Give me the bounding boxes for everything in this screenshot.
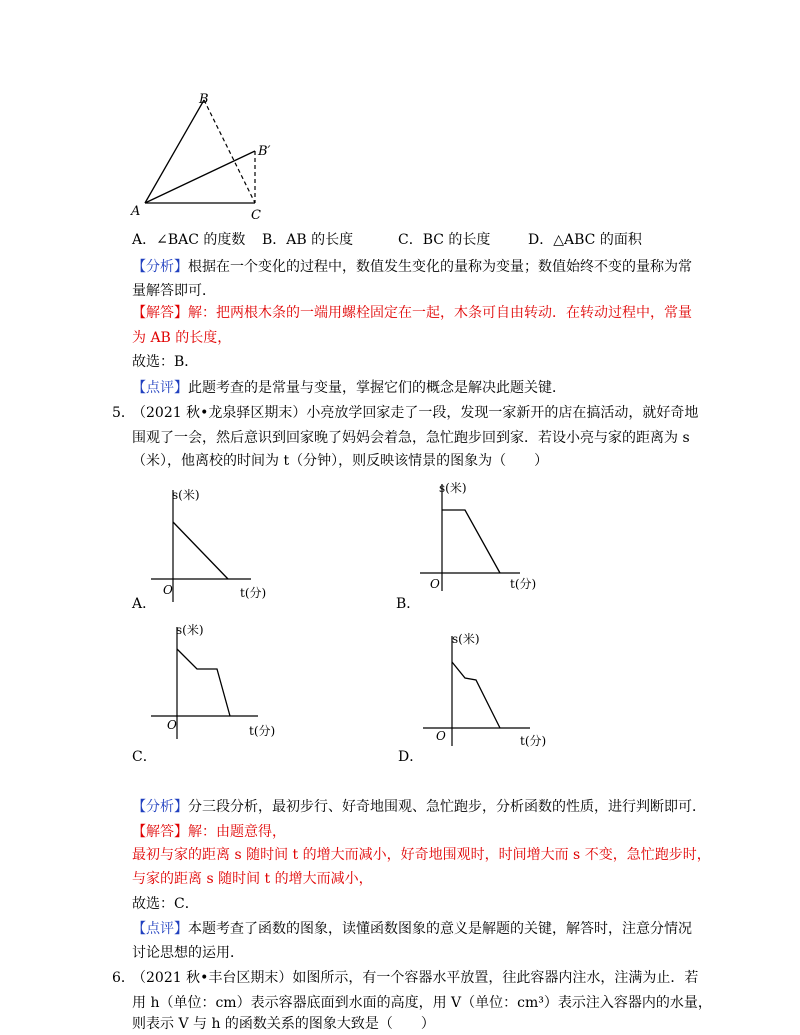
svg-text:O: O bbox=[436, 729, 446, 743]
segment-ab bbox=[145, 100, 204, 203]
q4-answer-line2: 为 AB 的长度， bbox=[132, 330, 232, 346]
q5-stem-line2: 围观了一会，然后意识到回家晚了妈妈会着急，急忙跑步回到家．若设小亮与家的距离为 s bbox=[132, 430, 690, 446]
svg-text:t(分): t(分) bbox=[520, 734, 547, 748]
q4-triangle-figure bbox=[120, 88, 280, 228]
q6-stem-line3: 则表示 V 与 h 的函数关系的图象大致是（ ） bbox=[132, 1016, 435, 1032]
q5-option-d-label: D． bbox=[398, 749, 424, 765]
svg-text:s(米): s(米) bbox=[439, 481, 467, 495]
q4-choice: 故选：B． bbox=[132, 354, 199, 370]
q5-graph-d bbox=[418, 628, 558, 753]
q5-graph-b bbox=[410, 476, 550, 601]
q5-number: 5． bbox=[112, 405, 135, 421]
q5-option-b-label: B． bbox=[396, 596, 421, 612]
q4-option-d: D．△ABC 的面积 bbox=[528, 232, 642, 248]
svg-text:t(分): t(分) bbox=[510, 577, 537, 591]
q5-stem-line1: （2021 秋•龙泉驿区期末）小亮放学回家走了一段，发现一家新开的店在搞活动，就好奇地 bbox=[132, 405, 699, 421]
label-a: A bbox=[131, 204, 141, 219]
svg-text:O: O bbox=[163, 583, 173, 597]
segment-abprime bbox=[145, 151, 255, 203]
svg-text:s(米): s(米) bbox=[452, 632, 480, 646]
q4-option-a: A．∠BAC 的度数 bbox=[132, 232, 246, 248]
q4-analysis-line1: 【分析】根据在一个变化的过程中，数值发生变化的量称为变量；数值始终不变的量称为常 bbox=[132, 259, 692, 275]
graph-b-line bbox=[442, 510, 500, 573]
q5-comment-line1: 【点评】本题考查了函数的图象，读懂函数图象的意义是解题的关键，解答时，注意分情况 bbox=[132, 921, 692, 937]
q4-comment: 【点评】此题考查的是常量与变量，掌握它们的概念是解决此题关键． bbox=[132, 380, 566, 396]
q5-answer-line3: 与家的距离 s 随时间 t 的增大而减小， bbox=[132, 871, 373, 887]
graph-a-line bbox=[173, 522, 228, 579]
label-c: C bbox=[251, 208, 261, 223]
q4-analysis-line2: 量解答即可． bbox=[132, 283, 216, 299]
svg-text:s(米): s(米) bbox=[176, 623, 204, 637]
q6-number: 6． bbox=[112, 970, 135, 986]
svg-text:O: O bbox=[167, 718, 177, 732]
q6-stem-line2: 用 h（单位：cm）表示容器底面到水面的高度，用 V（单位：cm³）表示注入容器内的水量， bbox=[132, 995, 712, 1011]
q5-stem-line3: （米），他离校的时间为 t（分钟），则反映该情景的图象为（ ） bbox=[132, 453, 549, 469]
label-bprime: B′ bbox=[258, 144, 271, 159]
graph-c-line bbox=[177, 649, 230, 716]
svg-text:s(米): s(米) bbox=[172, 488, 200, 502]
svg-text:O: O bbox=[430, 577, 440, 591]
q5-graph-c bbox=[146, 619, 281, 744]
q5-option-a-label: A． bbox=[132, 596, 157, 612]
q5-answer-line1: 【解答】解：由题意得， bbox=[132, 824, 286, 840]
svg-text:t(分): t(分) bbox=[240, 586, 267, 600]
q5-choice: 故选：C． bbox=[132, 896, 199, 912]
graph-d-line bbox=[452, 662, 500, 728]
q6-stem-line1: （2021 秋•丰台区期末）如图所示，有一个容器水平放置，往此容器内注水，注满为止．若 bbox=[132, 970, 699, 986]
q4-answer-line1: 【解答】解：把两根木条的一端用螺栓固定在一起，木条可自由转动．在转动过程中，常量 bbox=[132, 305, 692, 321]
q4-option-b: B．AB 的长度 bbox=[262, 232, 354, 248]
q4-option-c: C．BC 的长度 bbox=[398, 232, 491, 248]
q5-answer-line2: 最初与家的距离 s 随时间 t 的增大而减小，好奇地围观时，时间增大而 s 不变，急忙跑步时， bbox=[132, 847, 711, 863]
q5-comment-line2: 讨论思想的运用． bbox=[132, 945, 244, 961]
dashed-bc bbox=[204, 100, 255, 203]
q5-graph-a bbox=[146, 482, 276, 607]
label-b: B bbox=[199, 92, 209, 107]
svg-text:t(分): t(分) bbox=[249, 724, 276, 738]
q5-option-c-label: C． bbox=[132, 749, 157, 765]
q5-analysis: 【分析】分三段分析，最初步行、好奇地围观、急忙跑步，分析函数的性质，进行判断即可． bbox=[132, 799, 706, 815]
